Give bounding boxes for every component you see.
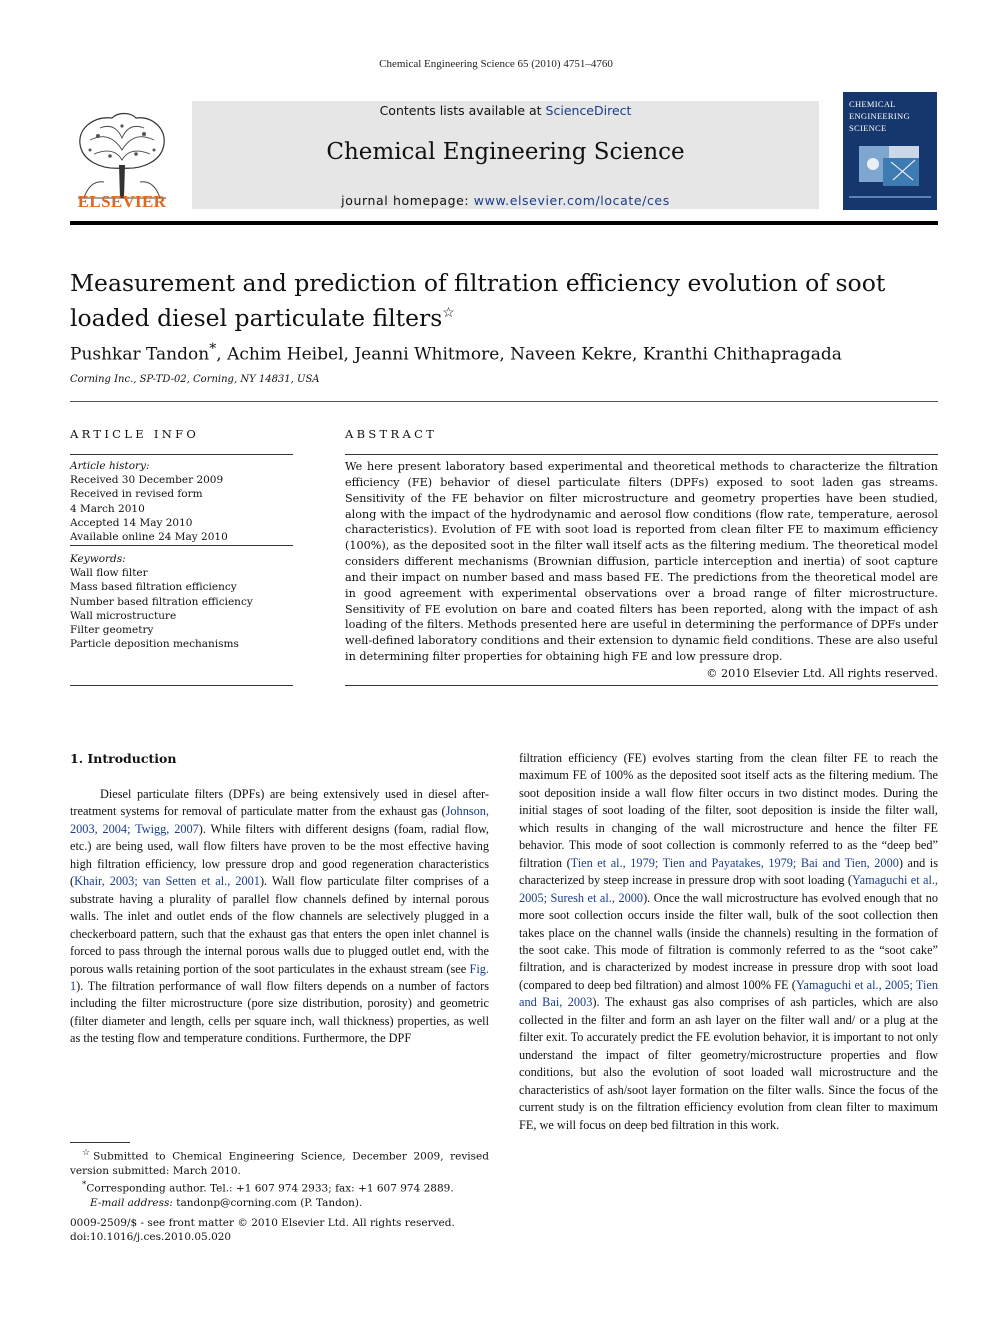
homepage-line bbox=[192, 193, 819, 208]
citation-link[interactable]: Yamaguchi et al., 2005; Suresh et al., 2000 bbox=[519, 873, 939, 905]
citation-link[interactable]: Tien et al., 1979; Tien and Payatakes, 1979; Bai and Tien, 2000 bbox=[570, 855, 899, 870]
article-title bbox=[70, 268, 938, 333]
article-info-heading: ARTICLE INFO bbox=[70, 427, 200, 441]
intro-paragraph-left bbox=[70, 786, 489, 1048]
body-text: ). Wall flow particulate filter comprises of a substrate having a plurality of parallel flow channels defined by internal porous walls. The inlet and outlet ends of the flow channels are selectively plugged in a checkerboard pattern, such that the exhaust gas that enters the open inlet channel is forced to pass through the internal porous walls due to plugged outlet end, with the porous walls retaining portion of the soot particulates in the exhaust stream (see bbox=[70, 874, 489, 976]
history-item: Received 30 December 2009 bbox=[70, 474, 224, 487]
author-list: Pushkar Tandon*, Achim Heibel, Jeanni Whitmore, Naveen Kekre, Kranthi Chithapragada bbox=[70, 341, 842, 365]
body-text: ). The filtration performance of wall flow filters depends on a number of factors including the filter microstructure (pore size distribution, porosity) and geometric (filter diameter and length, cells per square inch, wall thickness) properties, as well as the testing flow and temperature conditions. Furthermore, the DPF bbox=[70, 978, 489, 1046]
journal-citation: Chemical Engineering Science 65 (2010) 4751–4760 bbox=[379, 58, 613, 70]
journal-cover-thumbnail bbox=[843, 92, 937, 210]
doi-line[interactable]: doi:10.1016/j.ces.2010.05.020 bbox=[70, 1231, 232, 1244]
issn-line: 0009-2509/$ - see front matter © 2010 Elsevier Ltd. All rights reserved. bbox=[70, 1217, 455, 1229]
body-text: ) and is characterized by steep increase in pressure drop with soot loading ( bbox=[519, 855, 939, 888]
author-name[interactable]: Jeanni Whitmore bbox=[354, 344, 500, 365]
author-name[interactable]: Naveen Kekre bbox=[510, 344, 633, 365]
citation-link[interactable]: Yamaguchi et al., 2005; Tien and Bai, 2003 bbox=[519, 977, 938, 1010]
history-item: Accepted 14 May 2010 bbox=[70, 516, 193, 529]
keyword: Filter geometry bbox=[70, 624, 154, 637]
abstract-text: We here present laboratory based experimental and theoretical methods to characterize the filtration efficiency (FE) behavior of diesel particulate filters (DPFs) exposed to soot laden gas streams. Sensitivity of the FE behavior on filter microstructure and geometry properties have been studied, along with the impact of the hydrodynamic and aerosol flow conditions (flow rate, temperature, aerosol characteristics). Evolution of FE with soot load is reported from clean filter FE to maximum efficiency (100%), as the deposited soot in the filter wall itself acts as the filtering medium. The theoretical model considers different mechanisms (Brownian diffusion, particle interception and inertia) of soot capture and their impact on number based and mass based FE. The predictions from the theoretical model are in good agreement with experimental observations over a broad range of filter microstructure. Sensitivity of FE evolution on bare and coated filters has been reported, along with the impact of ash loading of the filters. Methods presented here are useful in determining the performance of DPFs under well-defined laboratory conditions and their extension to dynamic field conditions. These are also useful in determining filter properties for obtaining high FE and low pressure drop. bbox=[345, 460, 938, 664]
footnote-email bbox=[70, 1196, 489, 1210]
divider bbox=[70, 685, 293, 686]
intro-paragraph-right bbox=[519, 750, 938, 1134]
body-text: ). The exhaust gas also comprises of ash particles, which are also collected in the filter and form an ash layer on the filter wall and/ or a plug at the filter exit. To accurately predict the FE evolution behavior, it is important to not only understand the impact of filter geometry/microstructure properties and flow conditions, but also the evolution of soot loaded wall microstructure and the characteristics of ash/soot layer formation on the filter walls. Since the focus of the current study is on the filtration efficiency evolution from clean filter to maximum FE, we will focus on deep bed filtration in this work. bbox=[519, 995, 938, 1132]
abstract-copyright: © 2010 Elsevier Ltd. All rights reserved. bbox=[706, 667, 938, 680]
body-text: filtration efficiency (FE) evolves starting from the clean filter FE to reach the maximum FE of 100% as the deposited soot itself acts as the filtering medium. The soot deposition inside a wall flow filter occurs in two distinct modes. During the initial stages of soot loading of the filter, soot deposition is inside the filter wall, which results in changing of the wall microstructure and hence the filter FE behavior. This mode of soot collection is commonly referred to as the “deep bed” filtration ( bbox=[519, 751, 938, 870]
body-text: ). While filters with different designs (foam, radial flow, etc.) are being used, wall flow filters have proven to be the most effective having high filtration efficiency, low pressure drop and good regeneration characteristics ( bbox=[70, 821, 490, 889]
keyword: Particle deposition mechanisms bbox=[70, 638, 239, 651]
divider bbox=[345, 685, 938, 686]
footnote-text: Corresponding author. Tel.: +1 607 974 2933; fax: +1 607 974 2889. bbox=[86, 1182, 454, 1195]
history-item: 4 March 2010 bbox=[70, 502, 145, 515]
email-value[interactable]: tandonp@corning.com (P. Tandon). bbox=[176, 1196, 363, 1209]
abstract-heading: ABSTRACT bbox=[345, 427, 438, 441]
cover-title: CHEMICAL ENGINEERING SCIENCE bbox=[849, 99, 910, 133]
article-title-text: Measurement and prediction of filtration efficiency evolution of soot loaded diesel particulate filters bbox=[70, 269, 886, 332]
citation-link[interactable]: Fig. 1 bbox=[70, 961, 489, 993]
author-mark: * bbox=[209, 341, 217, 357]
keyword: Number based filtration efficiency bbox=[70, 595, 253, 608]
author-affiliation: Corning Inc., SP-TD-02, Corning, NY 14831, USA bbox=[70, 374, 320, 385]
body-text: Diesel particulate filters (DPFs) are being extensively used in diesel after-treatment systems for removal of particulate matter from the exhaust gas ( bbox=[70, 787, 489, 819]
history-item: Received in revised form bbox=[70, 488, 203, 501]
keywords bbox=[70, 552, 293, 651]
divider bbox=[70, 454, 293, 455]
footnote-mark: * bbox=[82, 1179, 87, 1190]
journal-name: Chemical Engineering Science bbox=[326, 139, 685, 165]
divider bbox=[70, 545, 293, 546]
footnote-mark: ☆ bbox=[82, 1148, 94, 1158]
email-label: E-mail address: bbox=[90, 1196, 173, 1209]
keyword: Wall flow filter bbox=[70, 567, 148, 580]
contents-prefix: Contents lists available at bbox=[379, 103, 546, 118]
contents-line bbox=[192, 103, 819, 118]
history-label: Article history: bbox=[70, 460, 150, 472]
section-heading-introduction: 1. Introduction bbox=[70, 751, 177, 766]
elsevier-wordmark: ELSEVIER bbox=[77, 192, 167, 211]
journal-masthead bbox=[192, 101, 819, 209]
homepage-prefix: journal homepage: bbox=[341, 193, 474, 208]
divider bbox=[345, 454, 938, 455]
homepage-link[interactable]: www.elsevier.com/locate/ces bbox=[473, 193, 670, 208]
footnote-text: Submitted to Chemical Engineering Science, December 2009, revised version submitted: March 2010. bbox=[70, 1150, 489, 1177]
author-name[interactable]: Achim Heibel bbox=[227, 344, 344, 365]
front-matter bbox=[70, 1216, 489, 1244]
citation-link[interactable]: Khair, 2003; van Setten et al., 2001 bbox=[74, 874, 260, 889]
article-history bbox=[70, 459, 293, 544]
title-footnote-mark[interactable]: ☆ bbox=[442, 305, 455, 321]
body-text: ). Once the wall microstructure has evolved enough that no more soot collection occurs inside the filter wall, bulk of the soot collection then takes place on the channel walls (inside the channels) resulting in the formation of the soot cake. This mode of filtration is commonly referred to as the “soot cake” filtration, and is characterized by modest increase in pressure drop with soot load (compared to deep bed filtration) and almost 100% FE ( bbox=[519, 890, 938, 992]
title-rule bbox=[70, 401, 938, 402]
keywords-label: Keywords: bbox=[70, 553, 126, 565]
keyword: Wall microstructure bbox=[70, 609, 177, 622]
footnote-corresponding bbox=[70, 1178, 489, 1196]
footnote-submission bbox=[70, 1146, 489, 1178]
author-name[interactable]: Kranthi Chithapragada bbox=[642, 344, 842, 365]
footnotes bbox=[70, 1146, 489, 1210]
footnote-rule bbox=[70, 1142, 130, 1143]
history-item: Available online 24 May 2010 bbox=[70, 531, 228, 544]
author-name[interactable]: Pushkar Tandon bbox=[70, 344, 210, 365]
sciencedirect-link[interactable]: ScienceDirect bbox=[545, 103, 632, 118]
citation-link[interactable]: Johnson, 2003, 2004; Twigg, 2007 bbox=[70, 804, 489, 836]
keyword: Mass based filtration efficiency bbox=[70, 581, 237, 594]
cover-artwork bbox=[843, 140, 937, 210]
header-rule bbox=[70, 221, 938, 225]
